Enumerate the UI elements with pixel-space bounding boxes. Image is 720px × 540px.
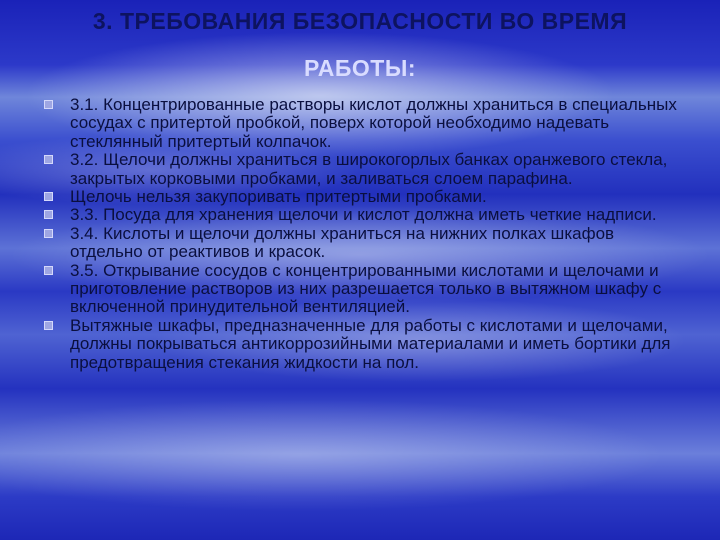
bullet-item (44, 151, 684, 188)
square-bullet-icon (44, 321, 53, 330)
bullet-text: 3.4. Кислоты и щелочи должны храниться на нижних полках шкафов отдельно от реактивов и красок. (70, 223, 615, 262)
bullet-item (44, 317, 684, 372)
bullet-list (44, 96, 684, 372)
bullet-text: 3.1. Концентрированные растворы кислот должны храниться в специальных сосудах с притертой пробкой, поверх которой необходимо надевать стеклянный притертый колпачок. (70, 95, 677, 151)
square-bullet-icon (44, 210, 53, 219)
square-bullet-icon (44, 266, 53, 275)
bullet-text: Щелочь нельзя закупоривать притертыми пробками. (70, 187, 487, 207)
bullet-text: 3.3. Посуда для хранения щелочи и кислот должна иметь четкие надписи. (70, 205, 657, 225)
bullet-item (44, 225, 684, 262)
bullet-item (44, 262, 684, 317)
slide-title-continuation: РАБОТЫ: (303, 55, 417, 81)
bullet-text: Вытяжные шкафы, предназначенные для работы с кислотами и щелочами, должны покрываться антикоррозийными материалами и иметь бортики для предотвращения стекания жидкости на пол. (70, 315, 671, 372)
square-bullet-icon (44, 100, 53, 109)
bullet-text: 3.2. Щелочи должны храниться в широкогорлых банках оранжевого стекла, закрытых корковыми пробками, и заливаться слоем парафина. (70, 150, 668, 188)
square-bullet-icon (44, 229, 53, 238)
slide-title: 3. ТРЕБОВАНИЯ БЕЗОПАСНОСТИ ВО ВРЕМЯ (92, 8, 628, 34)
bullet-text: 3.5. Открывание сосудов с концентрированными кислотами и щелочами и приготовление растворов из них разрешается только в вытяжном шкафу с включенной принудительной вентиляцией. (70, 260, 662, 317)
square-bullet-icon (44, 192, 53, 201)
bullet-item (44, 188, 684, 206)
bullet-item (44, 206, 684, 224)
bullet-item (44, 96, 684, 151)
square-bullet-icon (44, 155, 53, 164)
